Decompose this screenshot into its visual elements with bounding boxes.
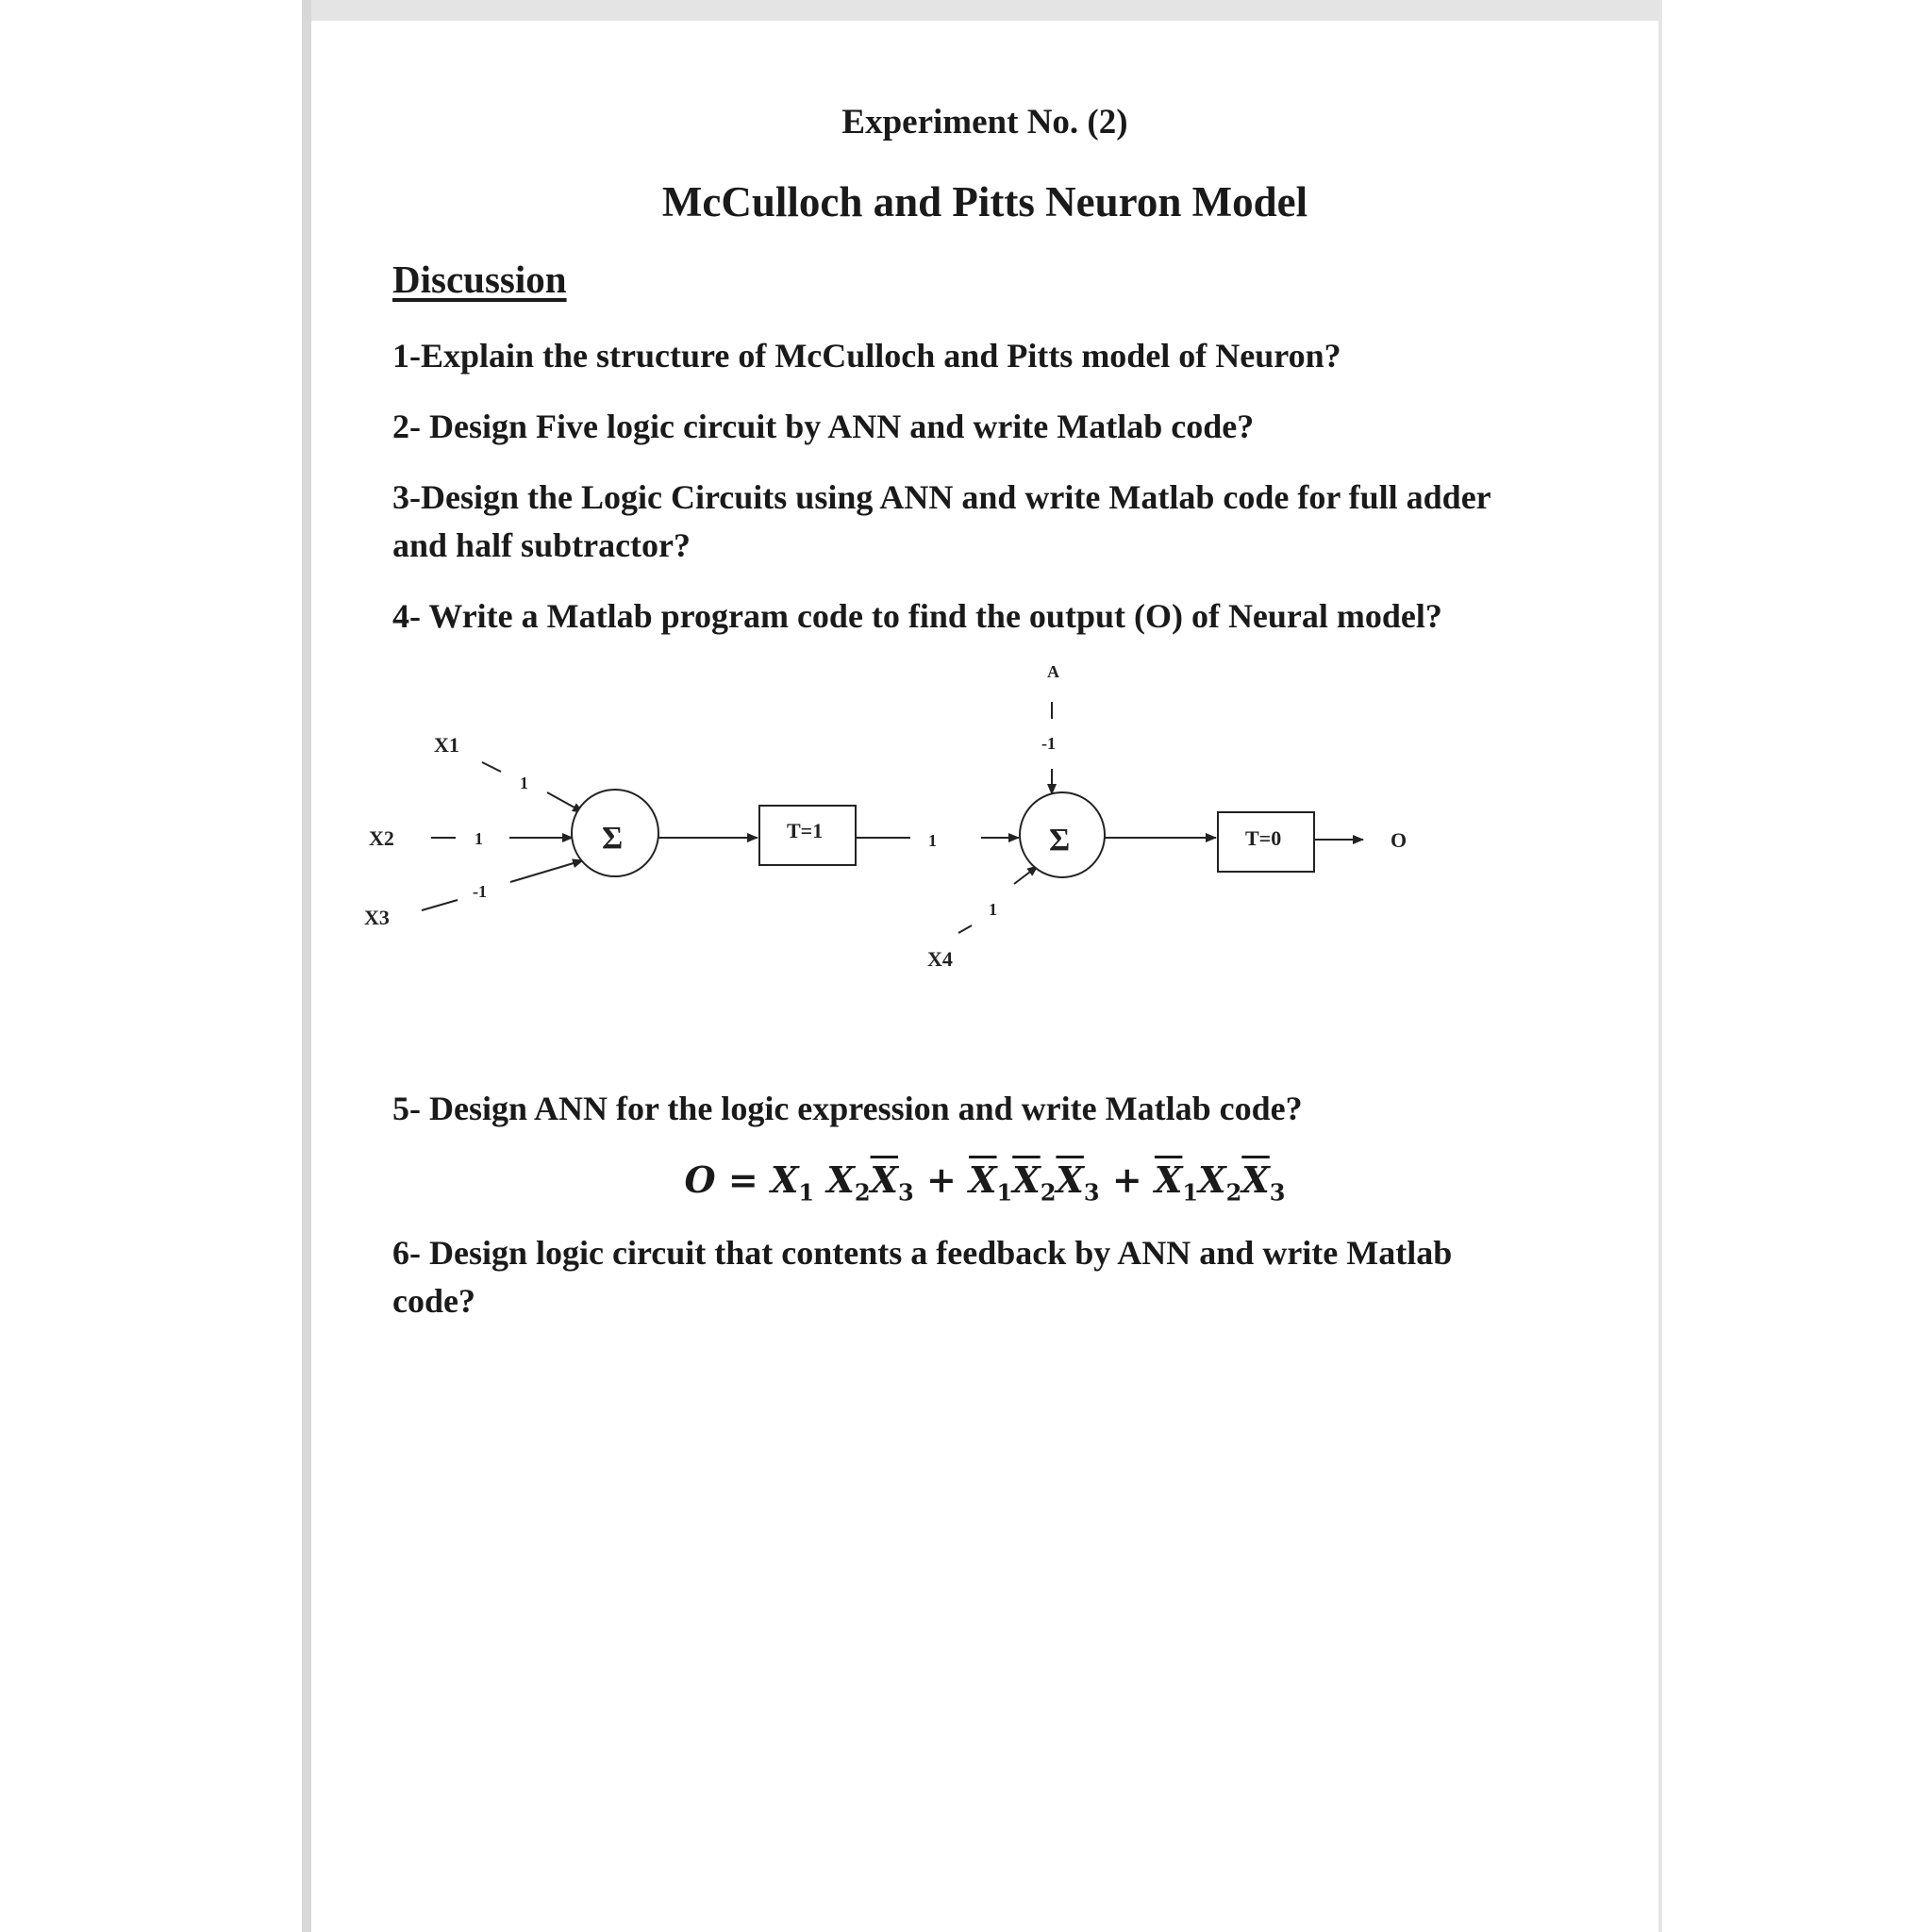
weight-a: -1 [1041, 734, 1056, 753]
weight-x2: 1 [475, 829, 483, 848]
threshold-1-label: T=1 [787, 819, 824, 842]
x3-stub [422, 900, 458, 910]
question-6-line-2: code? [392, 1282, 475, 1320]
question-5: 5- Design ANN for the logic expression and write Matlab code? [392, 1090, 1303, 1127]
neuron-2-sigma: Σ [1049, 823, 1071, 858]
page-title: McCulloch and Pitts Neuron Model [661, 178, 1308, 225]
weight-link: 1 [928, 831, 937, 850]
input-x2-label: X2 [369, 826, 394, 850]
question-2: 2- Design Five logic circuit by ANN and write Matlab code? [392, 408, 1255, 445]
question-6-line-1: 6- Design logic circuit that contents a feedback by ANN and write Matlab [392, 1234, 1453, 1272]
x4-stub [958, 925, 972, 933]
input-a-label: A [1047, 662, 1059, 681]
x3-arrow [510, 860, 583, 882]
input-x1-label: X1 [434, 733, 459, 757]
input-x4-label: X4 [927, 947, 953, 971]
question-3-line-1: 3-Design the Logic Circuits using ANN and write Matlab code for full adder [392, 478, 1491, 516]
neuron-1-sigma: Σ [602, 821, 624, 856]
x1-stub [482, 762, 501, 772]
experiment-title: Experiment No. (2) [841, 103, 1128, 142]
output-label: O [1391, 828, 1407, 852]
question-4: 4- Write a Matlab program code to find the output (O) of Neural model? [392, 597, 1442, 635]
question-3-line-2: and half subtractor? [392, 526, 691, 564]
x4-arrow [1014, 866, 1038, 884]
question-1: 1-Explain the structure of McCulloch and Pitts model of Neuron? [392, 337, 1341, 375]
weight-x4: 1 [989, 900, 997, 919]
logic-expression: $O = X_1$ $X_2\overline{X}_3 + \overline{X}_1\overline{X}_2\overline{X}_3 + \overline{X}_1X_2\overline{X}_3$ [684, 1158, 1286, 1207]
threshold-2-label: T=0 [1245, 826, 1282, 850]
weight-x3: -1 [473, 882, 487, 901]
weight-x1: 1 [520, 774, 528, 792]
section-heading-discussion: Discussion [392, 258, 567, 301]
input-x3-label: X3 [364, 906, 390, 929]
